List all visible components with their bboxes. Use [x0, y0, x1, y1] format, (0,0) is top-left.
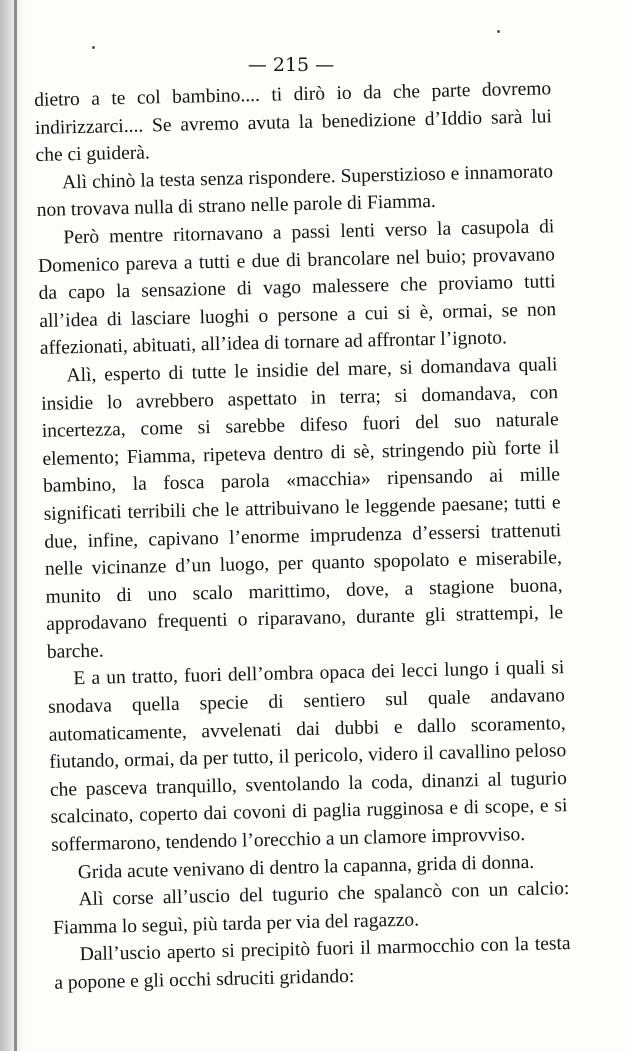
paragraph: Alì chinò la testa senza rispondere. Superstizioso e innamorato non trovava nulla di strano nelle parole di Fiamma. [36, 161, 554, 222]
paragraph: Alì corse all’uscio del tugurio che spalancò con un calcio: Fiamma lo seguì, più tarda per via del ragazzo. [52, 878, 570, 939]
page-binding-edge-line [14, 0, 17, 1051]
page-binding-shadow [0, 0, 26, 1051]
paragraph: Grida acute venivano di dentro la capanna, grida di donna. [77, 851, 535, 883]
paragraph: Dall’uscio aperto si precipitò fuori il marmocchio con la testa a popone e gli occhi sdruciti gridando: [54, 933, 571, 994]
body-text [34, 75, 572, 997]
page-number: — 215 — [247, 54, 335, 76]
paper-speck [92, 46, 95, 49]
paragraph-continuation: dietro a te col bambino.... ti dirò io da che parte dovremo indirizzarci.... Se avremo avuta la benedizione d’Iddio sarà lui che ci guiderà. [34, 78, 553, 167]
paragraph: E a un tratto, fuori dell’ombra opaca dei lecci lungo i quali si snodava quella specie di sentiero sul quale andavano automaticamente, avvelenati dai dubbi e dallo scoramento, fiutando, ormai, da per tutto, il pericolo, videro il cavallino peloso che pasceva tranquillo, sventolando la coda, dinanzi al tugurio scalcinato, coperto dai covoni di paglia rugginosa e di scope, e si soffermarono, tendendo l’orecchio a un clamore improvviso. [47, 657, 568, 856]
paragraph: Alì, esperto di tutte le insidie del mare, si domandava quali insidie lo avrebbero aspettato in terra; si domandava, con incertezza, come si sarebbe difeso fuori del suo naturale elemento; Fiamma, ripeteva dentro di sè, stringendo più forte il bambino, la fosca parola «macchia» ripensando ai mille significati terribili che le attribuivano le leggende paesane; tutti e due, infine, capivano l’enorme imprudenza d’essersi trattenuti nelle vicinanze d’un luogo, per quanto spopolato e miserabile, munito di uno scalo marittimo, dove, a stagione buona, approdavano frequenti o riparavano, durante gli strattempi, le barche. [40, 354, 564, 663]
paragraph: Però mentre ritornavano a passi lenti verso la casupola di Domenico pareva a tutti e due di brancolare nel buio; provavano da capo la sensazione di vago malessere che proviamo tutti all’idea di lasciare luoghi o persone a cui si è, ormai, se non affezionati, abituati, all’idea di tornare ad affrontar l’ignoto. [37, 216, 557, 360]
paper-speck [497, 30, 500, 33]
